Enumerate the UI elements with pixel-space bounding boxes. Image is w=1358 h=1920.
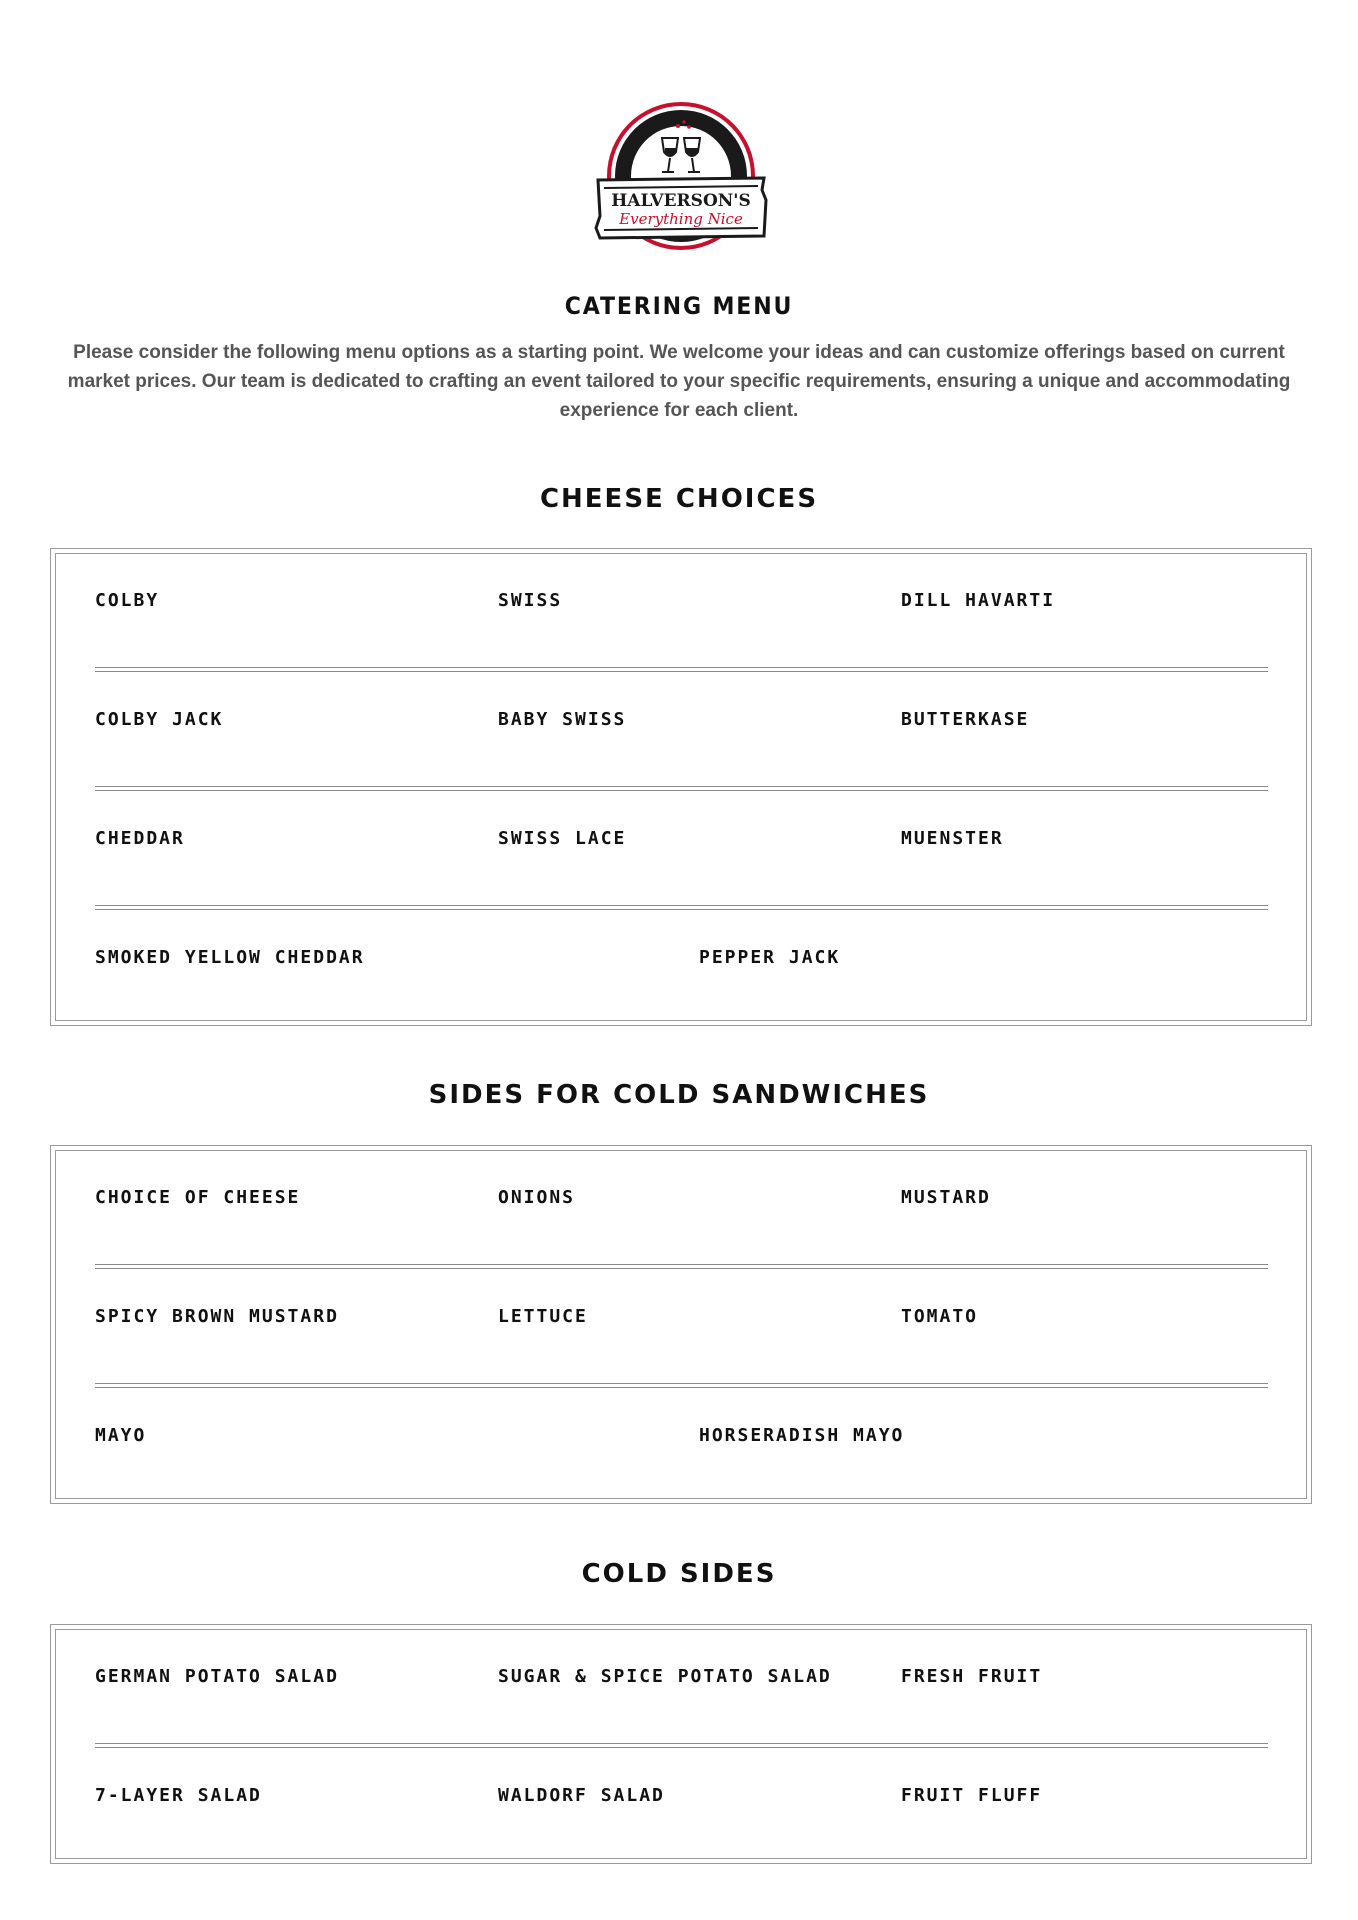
sides-cold-sandwiches-box (50, 1145, 1312, 1504)
menu-item: CHOICE OF CHEESE (95, 1187, 301, 1208)
logo-emblem-icon (594, 100, 768, 252)
menu-item: SWISS LACE (498, 828, 627, 849)
menu-row (51, 1744, 1311, 1863)
logo-tagline: Everything Nice (619, 210, 743, 228)
menu-item: GERMAN POTATO SALAD (95, 1666, 339, 1687)
logo-name: HALVERSON'S (611, 191, 751, 211)
menu-row (51, 787, 1311, 906)
menu-item: SPICY BROWN MUSTARD (95, 1306, 339, 1327)
menu-item: CHEDDAR (95, 828, 185, 849)
menu-item: COLBY JACK (95, 709, 224, 730)
menu-item: MUSTARD (901, 1187, 991, 1208)
section-heading-cold-sides: COLD SIDES (581, 1559, 777, 1589)
menu-item: FRESH FRUIT (901, 1666, 1043, 1687)
menu-item: SUGAR & SPICE POTATO SALAD (498, 1666, 832, 1687)
menu-row (51, 668, 1311, 787)
menu-item: MUENSTER (901, 828, 1004, 849)
menu-item: DILL HAVARTI (901, 590, 1056, 611)
menu-item: BUTTERKASE (901, 709, 1030, 730)
page-title: CATERING MENU (564, 292, 794, 320)
menu-item: PEPPER JACK (699, 947, 841, 968)
menu-row (51, 549, 1311, 668)
menu-row (51, 1625, 1311, 1744)
menu-item: SMOKED YELLOW CHEDDAR (95, 947, 365, 968)
menu-item: COLBY (95, 590, 160, 611)
section-heading-sides-cold-sandwiches: SIDES FOR COLD SANDWICHES (428, 1080, 930, 1110)
cold-sides-box (50, 1624, 1312, 1864)
menu-item: LETTUCE (498, 1306, 588, 1327)
menu-item: FRUIT FLUFF (901, 1785, 1043, 1806)
menu-item: ONIONS (498, 1187, 576, 1208)
menu-row (51, 1384, 1311, 1503)
menu-item: HORSERADISH MAYO (699, 1425, 905, 1446)
menu-item: WALDORF SALAD (498, 1785, 665, 1806)
menu-item: BABY SWISS (498, 709, 627, 730)
intro-paragraph: Please consider the following menu options as a starting point. We welcome your ideas and can customize offerings based on current market prices. Our team is dedicated to crafting an event tailored to your specific requirements, ensuring a unique and accommodating experience for each client. (67, 342, 1291, 421)
cheese-choices-box (50, 548, 1312, 1026)
menu-item: SWISS (498, 590, 563, 611)
menu-item: TOMATO (901, 1306, 979, 1327)
menu-row (51, 1265, 1311, 1384)
menu-item: 7-LAYER SALAD (95, 1785, 262, 1806)
halversons-logo (594, 100, 768, 252)
section-heading-cheese-choices: CHEESE CHOICES (539, 484, 819, 514)
menu-row (51, 1146, 1311, 1265)
menu-row (51, 906, 1311, 1025)
menu-item: MAYO (95, 1425, 147, 1446)
